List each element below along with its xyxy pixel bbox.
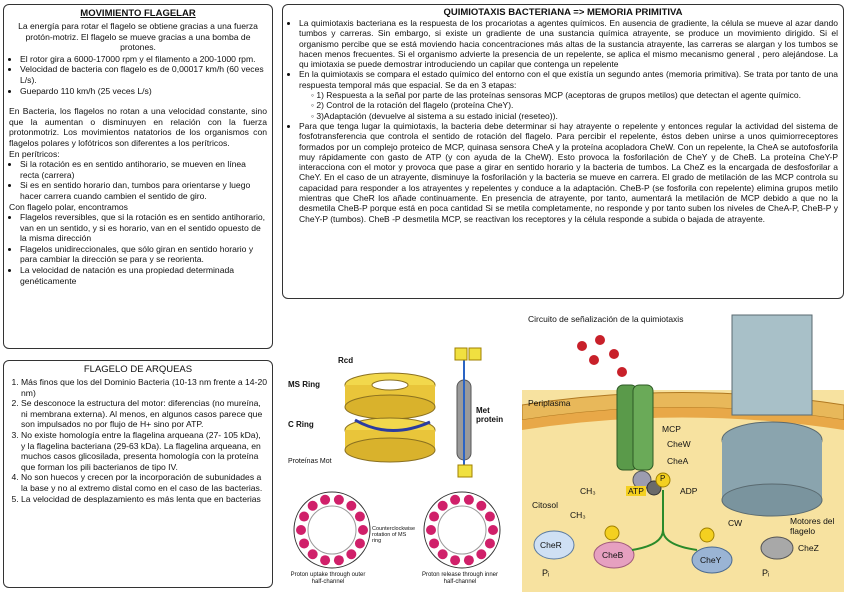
bead [299,538,309,548]
list-item: 3. No existe homología entre la flagelina arqueana (27- 105 kDa), y la flagelina bacteriana (29-63 kDa). La flagelina arqueana, en muchos casos glicosilada, presenta homología con la proteína que forman los pili bacterianos de tipo IV. [21,430,267,472]
list-item [299,69,838,120]
rcd-label: Rcd [338,356,354,365]
bead [308,549,318,559]
polar-list [9,212,267,286]
list-item: • Si es en sentido horario dan, tumbos para orientarse y luego hacer carrera cuando cambien el sentido de giro. [20,180,267,201]
ch3-label: CH₃ [570,510,586,520]
peritricos-label: En perítricos: [9,148,60,159]
atp-label: ATP [628,486,644,496]
bead [299,512,309,522]
list-item: • Flagelos unidireccionales, que sólo giran en sentido horario y para cambiar la dirección se para y se reorienta. [20,244,267,265]
motor-diagram [280,340,510,592]
list-item: • Velocidad de bacteria con flagelo es de 0,00017 km/h (60 veces L/s). [20,64,267,85]
bead [334,495,344,505]
ch3-label: CH₃ [580,486,596,496]
proteinas-mot-label: Proteínas Mot [288,458,332,465]
pi-label: Pᵢ [542,568,550,578]
arqueas-title: FLAGELO DE ARQUEAS [83,364,193,375]
list-item: 2. Se desconoce la estructura del motor: diferencias (no mureína, ni membrana externa). Al menos, en algunos casos parece que son impulsados no por flujo de H+ sino por ATP. [21,398,267,430]
list-item: ◦ 1) Respuesta a la señal por parte de las proteínas sensoras MCP (aceptoras de grupos metilos) que detectan el agente químico. [311,90,801,101]
flagelar-title: MOVIMIENTO FLAGELAR [80,8,196,19]
bead [488,525,498,535]
chea-label: CheA [667,456,689,466]
bead [358,525,368,535]
bead [464,555,474,565]
flagelar-paragraph: En Bacteria, los flagelos no rotan a una velocidad constante, sino que la aumentan o disminuyen en relación con la fuerza protonmotriz. Los movimientos natatorios de los organismos con flagelos polares y lofótricos son diferentes a los perítricos. [9,106,267,148]
cher-label: CheR [540,540,562,550]
pi-label: Pᵢ [762,568,770,578]
bead [438,549,448,559]
arqueas-box [3,360,273,588]
bead [346,549,356,559]
list-item: • Guepardo 110 km/h (25 veces L/s) [20,86,267,97]
citosol-label: Citosol [532,500,558,510]
motores-label: Motores del flagelo [790,516,835,536]
bead [426,525,436,535]
bead [320,495,330,505]
quimiotaxis-box [282,4,844,299]
flagelar-box [3,4,273,349]
list-item: • Para que tenga lugar la quimiotaxis, la bacteria debe determinar si hay atrayente o repelente y entonces regular la actividad del sistema de fosfotransferencia que controla el sentido de rotación del flagelo. Para percibir el repelente, éstos deben unirse a unos quimiorreceptores formados por un complejo proteico de MCP, quinasa sensora CheA y la proteína acopladora CheW. Con un repelente, la CheA se autofosforila muy rápidamente con gasto de ATP (y con ayuda de la CheW). Esto provoca la fosforilación de CheY y de CheB. La proteína CheY-P interacciona con el motor y provoca que pase a girar en sentido horario y la bacteria de tumbos. La CheZ es la encargada de desfosforilar a CheY. En el caso de un atrayente, disminuye la fosforilación y la bacteria se mueve en carrera. El grado de metilación de las MCP controla su capacidad para responder a los atrayentes y repelentes y conduce a la adaptación. CheB-P (se fosforila con repelente) elimina grupos metilo mientras que CheR los añade continuamente. En presencia de atrayente, por tanto, aumentará la metilación de MCP debido a que no la desmetila CheB-P porque está en poca cantidad Si se metila completamente, no responde y por tanto suben los niveles de CheA-P, CheB-P y CheY-P (tumbos). CheB -P desmetila MCP, se reactivan los receptores y la célula responde a subida o bajada de atrayente. [299,121,838,224]
bead [429,512,439,522]
quimiotaxis-title: QUIMIOTAXIS BACTERIANA => MEMORIA PRIMITIVA [443,7,683,18]
bead [438,501,448,511]
chew-label: CheW [667,439,691,449]
peritricos-list [9,159,267,201]
bead [296,525,306,535]
chemo-title: Circuito de señalización de la quimiotaxis [528,314,684,324]
periplasma-label: Periplasma [528,398,571,408]
bead [334,555,344,565]
bead [429,538,439,548]
polar-label: Con flagelo polar, encontramos [9,201,128,212]
p-label: P [660,474,666,483]
bead [346,501,356,511]
chez-label: CheZ [798,543,819,553]
rotation-note: Counterclockwise rotation of MS ring [372,526,416,544]
list-item: 1. Más finos que los del Dominio Bacteria (10-13 nm frente a 14-20 nm) [21,377,267,398]
bead [450,495,460,505]
bead [320,555,330,565]
mcp-label: MCP [662,424,681,434]
chey-label: CheY [700,555,722,565]
bead [355,512,365,522]
flagelar-intro: La energía para rotar el flagelo se obtiene gracias a una fuerza protón-motriz. El flagelo se mueve gracias a una bomba de protones. [18,21,258,53]
cw-label: CW [728,518,743,528]
list-item: ◦ 3)Adaptación (devuelve al sistema a su estado inicial (reseteo)). [311,110,558,121]
arqueas-list [9,377,267,504]
motor-svg [280,340,510,592]
flagelar-bullets [9,54,267,96]
adp-label: ADP [680,486,698,496]
list-item: • Flagelos reversibles, que si la rotación es en sentido antihorario, van en un sentido, y si es horario, van en el sentido opuesto de la misma dirección [20,212,267,244]
uptake-label: Proton uptake through outer half-channel [290,572,366,585]
list-item: 5. La velocidad de desplazamiento es más lenta que en bacterias [21,494,267,505]
bead [464,495,474,505]
quimiotaxis-list [288,18,838,224]
bead [355,538,365,548]
c-ring-label: C Ring [288,420,314,429]
steps-list [299,90,838,121]
list-item: • Si la rotación es en sentido antihorario, se mueven en línea recta (carrera) [20,159,267,180]
bead [485,512,495,522]
chemotaxis-diagram [522,310,844,592]
list-item: • El rotor gira a 6000-17000 rpm y el filamento a 200-1000 rpm. [20,54,267,65]
list-item: 4. No son huecos y crecen por la incorporación de subunidades a la base y no al extremo distal como en el caso de las bacterias. [21,472,267,493]
bead [485,538,495,548]
release-label: Proton release through inner half-channel [421,572,499,585]
bead [476,501,486,511]
bead [450,555,460,565]
list-item: ◦ 2) Control de la rotación del flagelo (proteína CheY). [311,100,514,111]
ms-ring-label: MS Ring [288,380,320,389]
list-item: • La velocidad de natación es una propiedad determinada genéticamente [20,265,267,286]
bead [308,501,318,511]
b2-text: En la quimiotaxis se compara el estado químico del entorno con el que existía un segundo antes (memoria primitiva). Se trata por tanto de una respuesta temporal más que espacial. Se da en 3 etapas: [299,69,838,90]
chemo-svg [522,310,844,592]
bead [476,549,486,559]
list-item: • La quimiotaxis bacteriana es la respuesta de los procariotas a agentes químicos. En ausencia de gradiente, la célula se mueve al azar dando tumbos y carreras. Sin embargo, si existe un gradiente de una sustancia química atrayente, se produce un movimiento dirigido. Si el organismo percibe que se está moviendo hacia concentraciones más altas de la sustancia atrayente, las carreras se alargan y los tumbos se hacen menos frecuentes. Si el organismo advierte la presencia de un repelente, se aplica el mismo mecanismo general , pero alejándose. La qu imiotaxia se puede demostrar introduciendo un capilar que contenga un repelente [299,18,838,69]
met-protein-label: Met protein [476,406,504,424]
cheb-label: CheB [602,550,624,560]
